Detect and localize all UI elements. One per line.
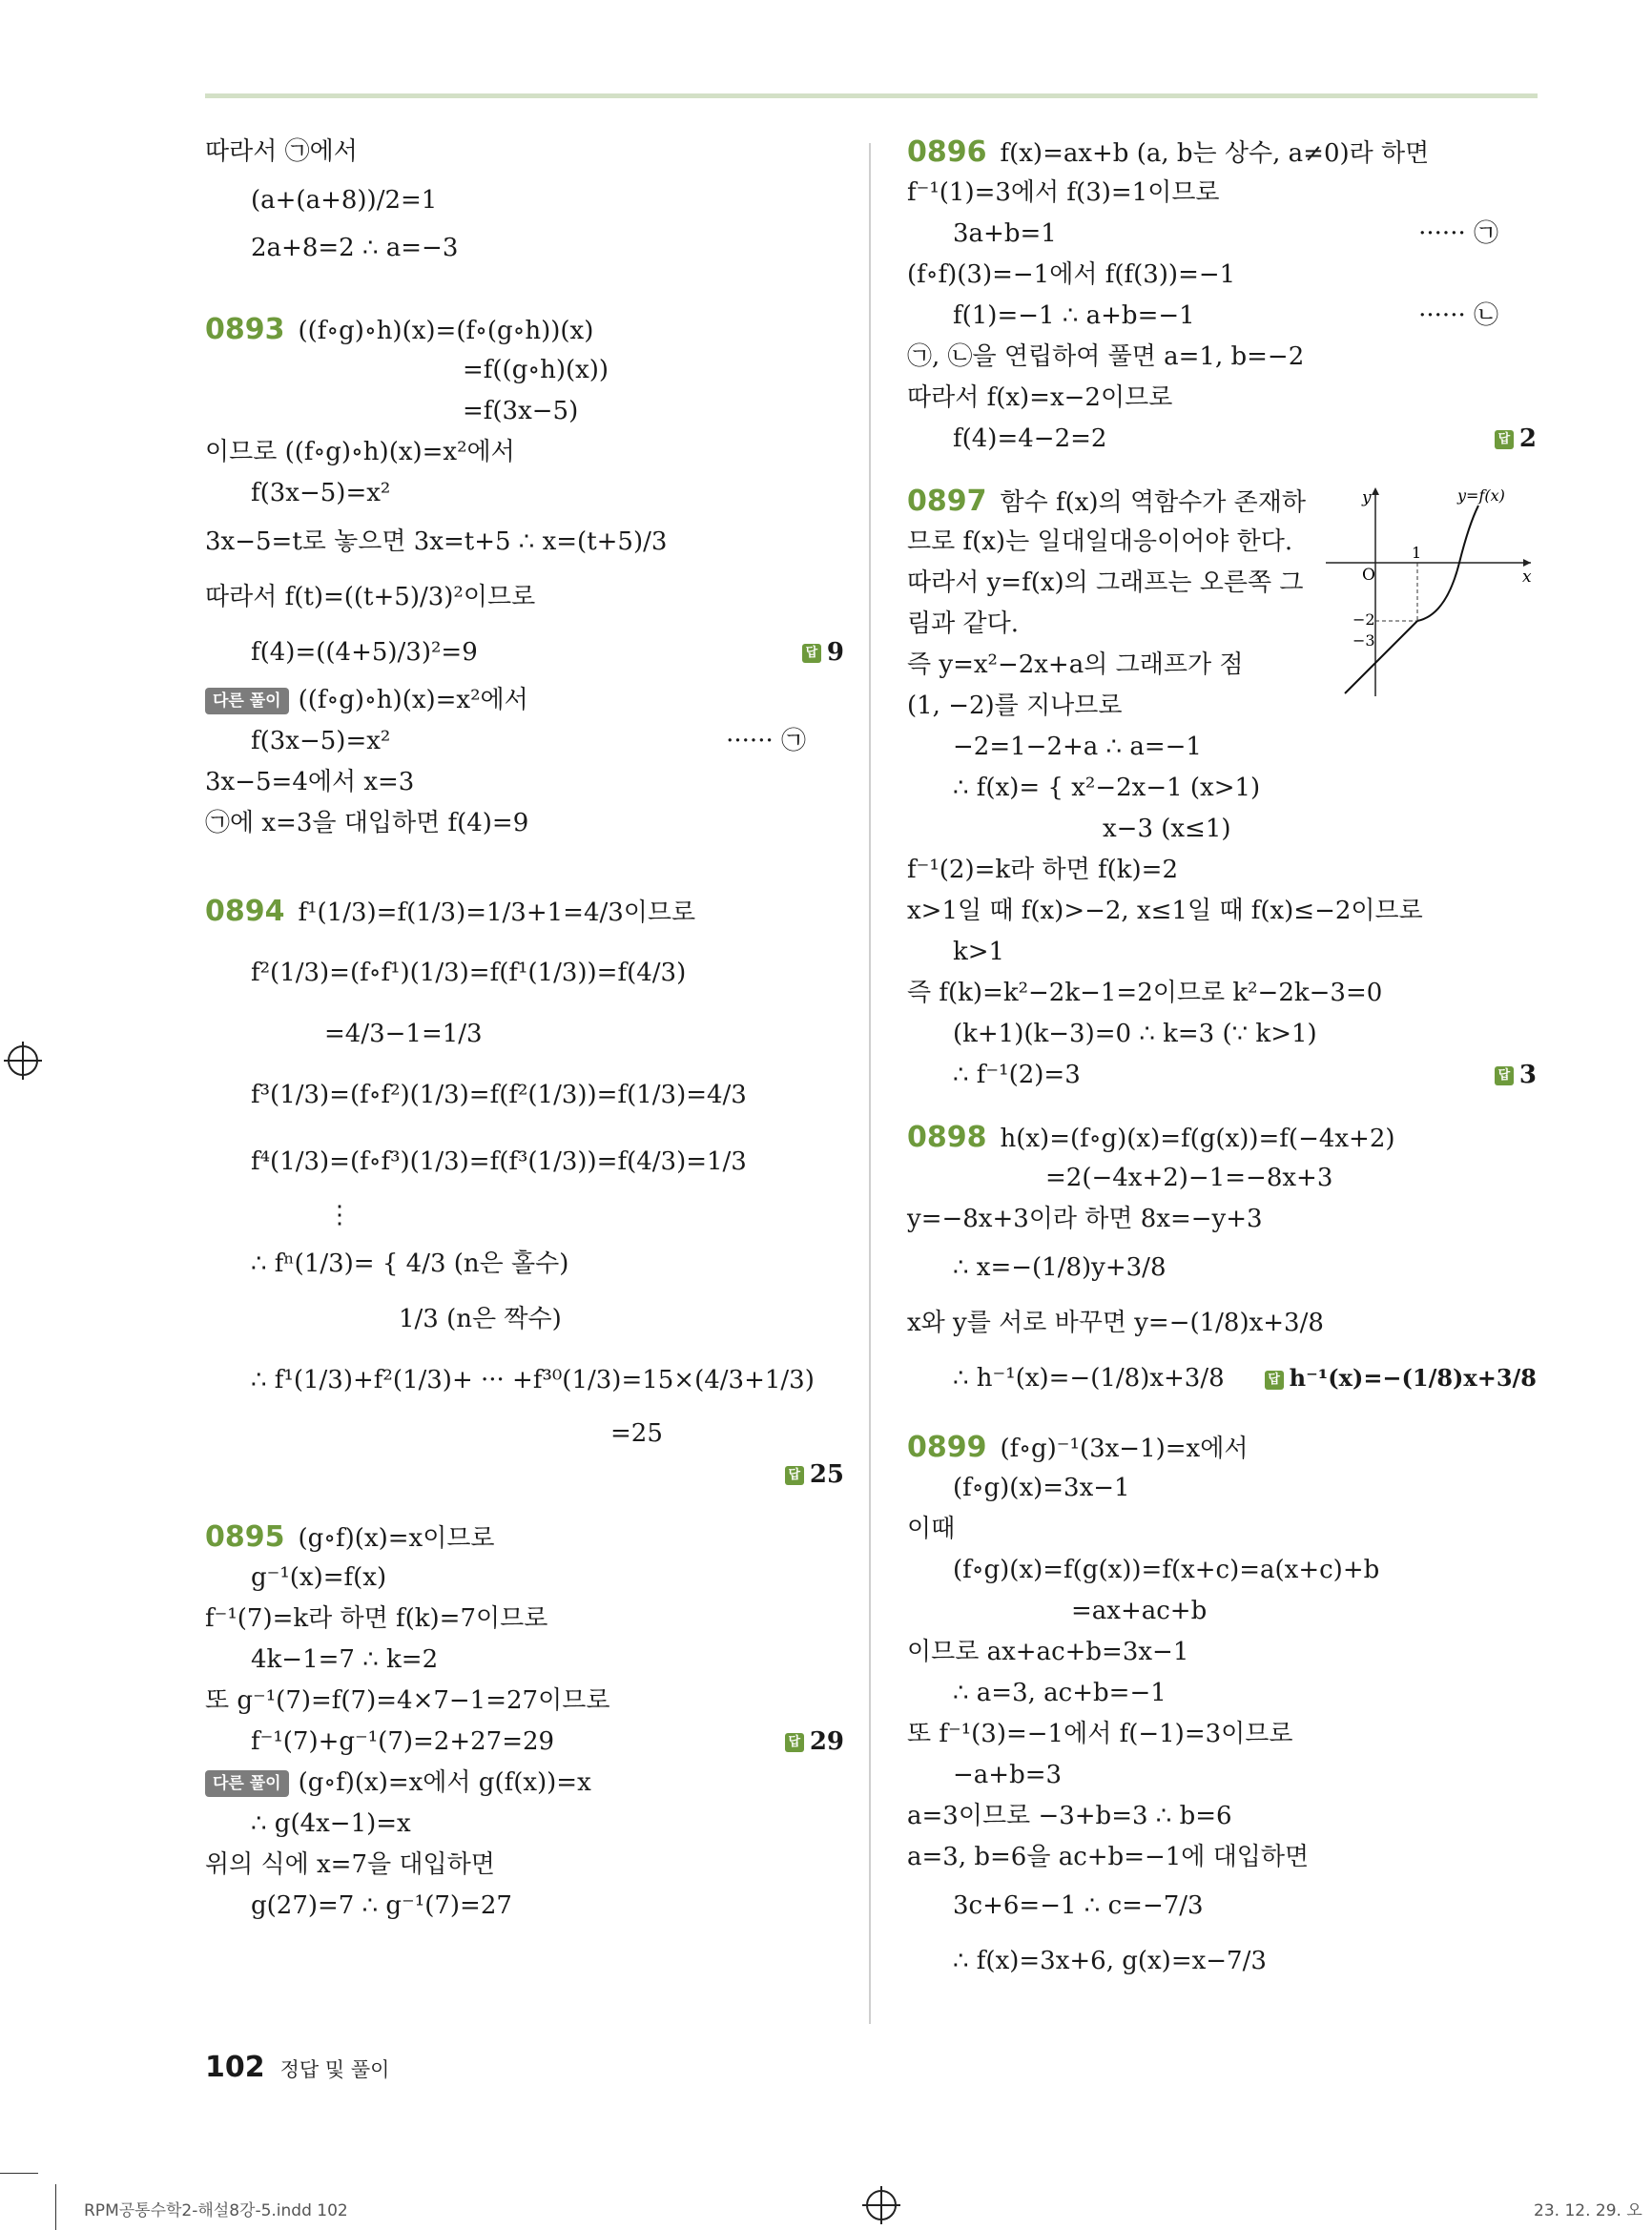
line: 2a+8=2 ∴ a=−3 [251, 234, 459, 262]
problem-0895: 0895 (g∘f)(x)=x이므로 [205, 1520, 495, 1554]
line: 위의 식에 x=7을 대입하면 [205, 1850, 495, 1879]
line: 3x−5=4에서 x=3 [205, 768, 415, 796]
x-axis-arrow [1523, 559, 1531, 567]
answer: 답 2 [1495, 419, 1537, 460]
answer-icon: 답 [802, 644, 821, 663]
line: 3a+b=1 ······ ㉠ [953, 219, 1498, 248]
y-axis-arrow [1372, 487, 1379, 495]
line: 또 f⁻¹(3)=−1에서 f(−1)=3이므로 [907, 1720, 1293, 1748]
tick-x: 1 [1412, 544, 1422, 562]
answer-line: f(4)=4−2=2 답 2 [907, 419, 1537, 460]
line: =25 [610, 1419, 663, 1448]
line: 따라서 f(x)=x−2이므로 [907, 383, 1173, 412]
line: 3c+6=−1 ∴ c=−7/3 [953, 1891, 1204, 1920]
answer-line: ∴ f⁻¹(2)=3 답 3 [907, 1055, 1537, 1096]
line: a=3, b=6을 ac+b=−1에 대입하면 [907, 1843, 1310, 1871]
problem-0898: 0898 h(x)=(f∘g)(x)=f(g(x))=f(−4x+2) [907, 1121, 1395, 1154]
line: g⁻¹(x)=f(x) [251, 1563, 387, 1592]
line: 따라서 f(t)=((t+5)/3)²이므로 [205, 583, 536, 611]
line: f(3x−5)=x² ······ ㉠ [251, 727, 806, 755]
line: 즉 f(k)=k²−2k−1=2이므로 k²−2k−3=0 [907, 979, 1383, 1007]
trim-mark [55, 2184, 56, 2230]
line: 즉 y=x²−2x+a의 그래프가 점 [907, 650, 1244, 679]
line: −a+b=3 [953, 1761, 1063, 1789]
problem-number: 0897 [907, 485, 987, 518]
line: =4/3−1=1/3 [324, 1020, 483, 1048]
problem-0894: 0894 f¹(1/3)=f(1/3)=1/3+1=4/3이므로 [205, 895, 696, 928]
problem-0899: 0899 (f∘g)⁻¹(3x−1)=x에서 [907, 1431, 1249, 1464]
line: 이때 [907, 1515, 956, 1543]
answer: 답 25 [785, 1455, 844, 1496]
line: x>1일 때 f(x)>−2, x≤1일 때 f(x)≤−2이므로 [907, 897, 1423, 925]
line: f⁻¹(7)=k라 하면 f(k)=7이므로 [205, 1604, 548, 1633]
line: 따라서 y=f(x)의 그래프는 오른쪽 그 [907, 568, 1304, 597]
line: ㉠, ㉡을 연립하여 풀면 a=1, b=−2 [907, 342, 1305, 371]
line: =f(3x−5) [463, 397, 579, 425]
alt-solution-badge: 다른 풀이 [205, 1770, 289, 1797]
answer-icon: 답 [1495, 1066, 1514, 1085]
line: f²(1/3)=(f∘f¹)(1/3)=f(f¹(1/3))=f(4/3) [251, 959, 687, 987]
line: ∴ a=3, ac+b=−1 [953, 1679, 1167, 1707]
line: g(27)=7 ∴ g⁻¹(7)=27 [251, 1891, 512, 1920]
problem-number: 0895 [205, 1520, 285, 1554]
line: 1/3 (n은 짝수) [399, 1305, 562, 1333]
answer-icon: 답 [785, 1733, 804, 1752]
line: 므로 f(x)는 일대일대응이어야 한다. [907, 527, 1293, 556]
alt-solution: 다른 풀이 ((f∘g)∘h)(x)=x²에서 [205, 680, 844, 721]
tick-y2: −3 [1353, 631, 1375, 650]
problem-number: 0896 [907, 135, 987, 169]
answer-line: f(4)=((4+5)/3)²=9 답 9 [205, 625, 844, 680]
line: ∴ f(x)= { x²−2x−1 (x>1) [953, 774, 1261, 802]
top-rule [205, 93, 1538, 98]
answer: 답 h⁻¹(x)=−(1/8)x+3/8 [1265, 1351, 1537, 1406]
problem-0897: 0897 함수 f(x)의 역함수가 존재하 [907, 485, 1307, 518]
line: k>1 [953, 938, 1005, 966]
line: f(1)=−1 ∴ a+b=−1 ······ ㉡ [953, 301, 1498, 330]
page-number: 102 [205, 2051, 265, 2084]
line: −2=1−2+a ∴ a=−1 [953, 733, 1202, 761]
line: f⁻¹(1)=3에서 f(3)=1이므로 [907, 178, 1220, 207]
alt-solution-badge: 다른 풀이 [205, 688, 289, 714]
line: (a+(a+8))/2=1 [251, 186, 438, 215]
function-graph [1326, 482, 1538, 701]
line: 이므로 ((f∘g)∘h)(x)=x²에서 [205, 438, 515, 466]
answer: 답 29 [785, 1722, 844, 1763]
answer-line [205, 1455, 844, 1496]
problem-0896: 0896 f(x)=ax+b (a, b는 상수, a≠0)라 하면 [907, 135, 1430, 169]
line: ((f∘g)∘h)(x)=(f∘(g∘h))(x) [298, 317, 594, 345]
answer: 답 3 [1495, 1055, 1537, 1096]
line: ㉠에 x=3을 대입하면 f(4)=9 [205, 809, 529, 837]
answer-icon: 답 [1495, 430, 1514, 449]
line: (f∘f)(3)=−1에서 f(f(3))=−1 [907, 260, 1236, 289]
line: =ax+ac+b [1071, 1597, 1208, 1625]
line: ∴ x=−(1/8)y+3/8 [953, 1253, 1167, 1282]
right-column [907, 132, 1537, 1989]
answer-icon: 답 [785, 1466, 804, 1485]
curve-label: y=f(x) [1457, 486, 1505, 505]
line: x−3 (x≤1) [1103, 815, 1231, 843]
slug-date: 23. 12. 29. 오 [1534, 2201, 1642, 2220]
line: =2(−4x+2)−1=−8x+3 [1045, 1164, 1333, 1192]
line: ∴ g(4x−1)=x [251, 1809, 411, 1838]
problem-number: 0899 [907, 1431, 987, 1464]
line: f³(1/3)=(f∘f²)(1/3)=f(f²(1/3))=f(1/3)=4/3 [251, 1081, 747, 1109]
y-axis-label: y [1362, 488, 1372, 507]
line: (k+1)(k−3)=0 ∴ k=3 (∵ k>1) [953, 1020, 1317, 1048]
x-axis-label: x [1522, 568, 1532, 587]
slug-file: RPM공통수학2-해설8강-5.indd 102 [84, 2201, 348, 2220]
problem-0893 [205, 309, 844, 350]
line: 이므로 ax+ac+b=3x−1 [907, 1638, 1189, 1666]
problem-number: 0894 [205, 895, 285, 928]
line: (f∘g)(x)=f(g(x))=f(x+c)=a(x+c)+b [953, 1556, 1380, 1584]
line: x와 y를 서로 바꾸면 y=−(1/8)x+3/8 [907, 1309, 1324, 1337]
line: =f((g∘h)(x)) [463, 356, 609, 384]
alt-solution: 다른 풀이 (g∘f)(x)=x에서 g(f(x))=x [205, 1763, 844, 1804]
line: 3x−5=t로 놓으면 3x=t+5 ∴ x=(t+5)/3 [205, 527, 668, 556]
section-label: 정답 및 풀이 [279, 2058, 390, 2081]
answer-icon: 답 [1265, 1371, 1284, 1390]
line: y=−8x+3이라 하면 8x=−y+3 [907, 1205, 1263, 1233]
line: f⁴(1/3)=(f∘f³)(1/3)=f(f³(1/3))=f(4/3)=1/3 [251, 1147, 747, 1176]
line: ∴ f¹(1/3)+f²(1/3)+ ··· +f³⁰(1/3)=15×(4/3+1/3) [251, 1366, 815, 1394]
line: ⋮ [327, 1201, 352, 1229]
problem-number: 0893 [205, 313, 285, 346]
line: 4k−1=7 ∴ k=2 [251, 1645, 439, 1674]
line: ∴ f(x)=3x+6, g(x)=x−7/3 [953, 1947, 1267, 1975]
tick-y1: −2 [1353, 610, 1375, 629]
line: (1, −2)를 지나므로 [907, 692, 1123, 720]
origin-label: O [1362, 566, 1375, 585]
line: ∴ fⁿ(1/3)= { 4/3 (n은 홀수) [251, 1249, 569, 1278]
line: 따라서 ㉠에서 [205, 137, 358, 166]
line: a=3이므로 −3+b=3 ∴ b=6 [907, 1802, 1232, 1830]
line: 또 g⁻¹(7)=f(7)=4×7−1=27이므로 [205, 1686, 610, 1715]
answer-line: f⁻¹(7)+g⁻¹(7)=2+27=29 답 29 [205, 1722, 844, 1763]
column-divider [869, 143, 871, 2024]
registration-mark-icon [8, 1045, 38, 1076]
answer: 답 9 [802, 625, 844, 680]
line: f⁻¹(2)=k라 하면 f(k)=2 [907, 856, 1179, 884]
page-footer [205, 2051, 389, 2084]
line: f(3x−5)=x² [251, 479, 391, 507]
left-column [205, 132, 844, 1927]
answer-line: ∴ h⁻¹(x)=−(1/8)x+3/8 답 h⁻¹(x)=−(1/8)x+3/8 [907, 1351, 1537, 1406]
problem-number: 0898 [907, 1121, 987, 1154]
trim-mark [0, 2173, 38, 2174]
line: (f∘g)(x)=3x−1 [953, 1474, 1130, 1502]
line: 림과 같다. [907, 609, 1019, 638]
registration-mark-icon [866, 2190, 897, 2220]
